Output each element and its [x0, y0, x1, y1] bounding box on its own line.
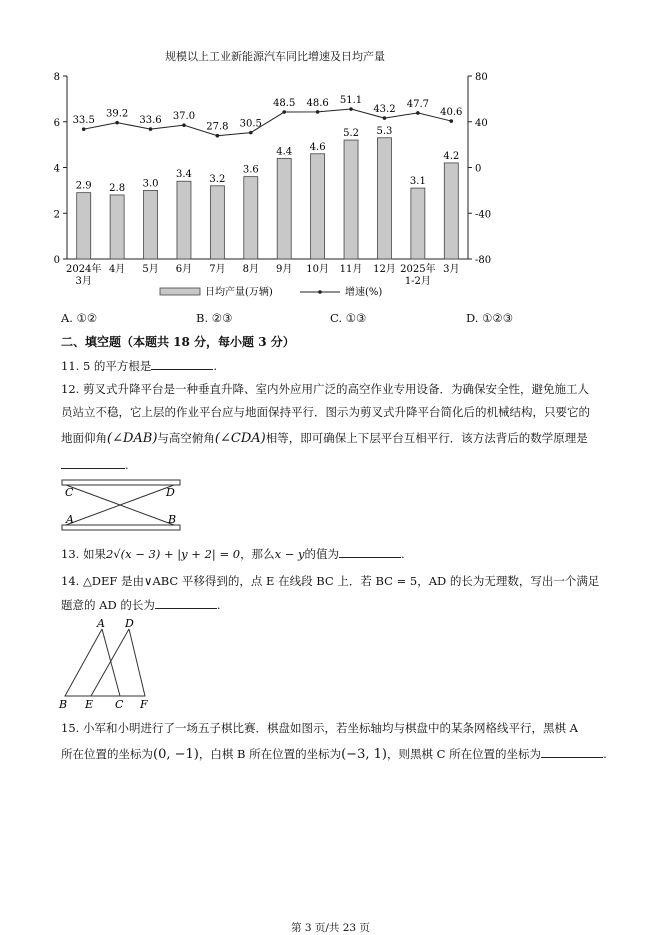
bar [377, 138, 391, 259]
growth-label: 33.5 [72, 115, 95, 127]
x-tick-label: 4月 [108, 264, 126, 275]
x-tick-label: 2024年 [65, 264, 102, 275]
growth-point [149, 127, 153, 131]
bar-label: 3.6 [242, 164, 259, 176]
bar [177, 181, 191, 259]
bar-label: 4.6 [309, 141, 326, 153]
point-a: A [66, 513, 74, 526]
q12-text-b: 与高空俯角 [157, 431, 215, 445]
growth-label: 37.0 [172, 111, 196, 123]
bar [77, 193, 91, 259]
growth-label: 43.2 [373, 104, 396, 116]
q12-blank [61, 468, 125, 469]
growth-label: 47.7 [406, 98, 430, 110]
q12-text-c: 相等，即可确保上下层平台互相平行．该方法背后的数学原理是 [265, 431, 588, 445]
growth-label: 40.6 [440, 107, 463, 119]
right-tick-label: 40 [475, 117, 488, 129]
q12-text-a: 地面仰角 [61, 431, 107, 445]
x-tick-label: 6月 [175, 264, 193, 275]
left-tick-label: 2 [53, 209, 60, 221]
q12-line3 [61, 430, 588, 447]
q15-text-c: ，则黑棋 C 所在位置的坐标为 [386, 747, 542, 761]
q13-mid: ，那么 [240, 547, 275, 561]
growth-label: 48.5 [273, 98, 296, 110]
q13-expr1: 2√(x − 3) [105, 547, 161, 561]
q14-line2: 题意的 AD 的长为 . [61, 598, 221, 612]
option-d: D. ①②③ [466, 311, 514, 325]
q13-expr2: |y + 2| = 0 [177, 547, 241, 561]
q13: 13. 如果2√(x − 3) + |y + 2| = 0，那么x − y的值为 . [61, 547, 405, 561]
section-heading: 二、填空题（本题共 18 分，每小题 3 分） [61, 335, 295, 349]
tri-d: D [125, 617, 134, 630]
q12-line1: 12. 剪叉式升降平台是一种垂直升降、室内外应用广泛的高空作业专用设备．为确保安全性，避免施工人 [61, 382, 589, 396]
growth-point [82, 127, 86, 131]
x-tick-label: 2025年 [400, 264, 436, 275]
translation-figure [56, 616, 166, 711]
bar [344, 140, 358, 259]
tri-c: C [115, 698, 124, 711]
bar [210, 186, 224, 259]
bar-label: 3.4 [176, 169, 192, 181]
legend-line-label: 增速(%) [345, 287, 383, 298]
x-tick-label: 3月 [75, 276, 92, 287]
scissor-lift-figure [58, 478, 188, 538]
bar-label: 2.8 [109, 182, 126, 194]
point-c: C [65, 486, 74, 499]
q12-answer: . [61, 457, 129, 473]
q15-line1: 15. 小军和小明进行了一场五子棋比赛．棋盘如图示，若坐标轴均与棋盘中的某条网格线平行，黑棋 A [61, 721, 578, 735]
q13-post: 的值为 [304, 547, 339, 561]
right-tick-label: -40 [475, 209, 492, 221]
chart [0, 0, 661, 310]
growth-point [449, 119, 453, 123]
bar [144, 190, 158, 259]
chart-title: 规模以上工业新能源汽车同比增速及日均产量 [165, 50, 385, 63]
bar-label: 2.9 [75, 180, 92, 192]
bar-label: 3.0 [142, 178, 159, 190]
page-footer: 第 3 页/共 23 页 [291, 922, 370, 934]
x-tick-label: 7月 [209, 264, 226, 275]
x-tick-label: 5月 [142, 264, 159, 275]
growth-label: 51.1 [339, 95, 363, 107]
q15-text-a: 所在位置的坐标为 [61, 747, 153, 761]
q15-text-b: ，白棋 B 所在位置的坐标为 [198, 747, 342, 761]
growth-point [416, 111, 420, 115]
q13-blank [339, 557, 401, 558]
tri-e: E [85, 698, 94, 711]
q15-blank [541, 757, 603, 758]
bar [311, 154, 325, 259]
growth-point [349, 107, 353, 111]
tri-b: B [59, 698, 68, 711]
legend-bar-label: 日均产量(万辆) [205, 287, 273, 298]
legend-bar-swatch [160, 288, 200, 295]
q14-text: 题意的 AD 的长为 [61, 598, 155, 612]
growth-point [383, 116, 387, 120]
option-a: A. ①② [61, 311, 98, 325]
q14-blank [155, 608, 217, 609]
growth-label: 27.8 [206, 121, 229, 133]
bar [110, 195, 124, 259]
coord-a: (0, −1) [153, 747, 199, 762]
bar-label: 4.2 [443, 150, 460, 162]
bar [244, 177, 258, 259]
legend-line-marker [318, 290, 322, 294]
q14-line1: 14. △DEF 是由∨ABC 平移得到的，点 E 在线段 BC 上．若 BC = 5，AD 的长为无理数，写出一个满足 [61, 574, 600, 588]
growth-point [249, 131, 253, 135]
right-tick-label: -80 [475, 255, 492, 266]
x-tick-label: 3月 [443, 264, 460, 275]
point-b: B [168, 513, 177, 526]
q11-blank [151, 369, 213, 370]
q13-plus: + [160, 547, 178, 561]
left-tick-label: 8 [53, 72, 60, 83]
growth-label: 33.6 [139, 115, 162, 127]
angle-cda: (∠CDA) [214, 431, 266, 446]
point-d: D [166, 486, 175, 499]
bar [277, 158, 291, 259]
bar-label: 3.2 [209, 173, 226, 185]
tri-f: F [140, 698, 148, 711]
left-tick-label: 4 [53, 163, 60, 175]
growth-label: 30.5 [239, 118, 262, 130]
x-tick-label: 12月 [373, 264, 396, 275]
option-c: C. ①③ [330, 311, 367, 325]
x-tick-label: 10月 [306, 264, 329, 275]
bar-label: 5.2 [343, 128, 359, 140]
q13-pre: 13. 如果 [61, 547, 106, 561]
bar-label: 4.4 [276, 146, 293, 158]
growth-point [182, 123, 186, 127]
option-b: B. ②③ [196, 311, 233, 325]
bar [444, 163, 458, 259]
x-tick-label: 9月 [276, 264, 293, 275]
q11-text: 11. 5 的平方根是 [61, 359, 152, 373]
q12-line2: 员站立不稳，它上层的作业平台应与地面保持平行．图示为剪叉式升降平台简化后的机械结构，只要它的 [61, 405, 590, 419]
growth-point [282, 110, 286, 114]
q15-line2: 所在位置的坐标为(0, −1)，白棋 B 所在位置的坐标为(−3, 1)，则黑棋 C 所在位置的坐标为 . [61, 747, 607, 762]
growth-label: 48.6 [306, 97, 329, 109]
growth-point [115, 121, 119, 125]
coord-b: (−3, 1) [341, 747, 387, 762]
growth-point [216, 134, 220, 138]
x-tick-label: 1-2月 [404, 276, 431, 287]
left-tick-label: 6 [53, 117, 60, 129]
growth-label: 39.2 [105, 108, 129, 120]
right-tick-label: 0 [475, 163, 482, 175]
bar-label: 5.3 [376, 125, 393, 137]
left-tick-label: 0 [53, 255, 60, 266]
q13-expr3: x − y [274, 547, 305, 561]
bar-label: 3.1 [409, 176, 426, 188]
q11: 11. 5 的平方根是 . [61, 359, 218, 373]
x-tick-label: 11月 [339, 264, 363, 275]
bar [411, 188, 425, 259]
angle-dab: (∠DAB) [107, 431, 158, 446]
right-tick-label: 80 [475, 72, 488, 83]
growth-point [316, 110, 320, 114]
x-tick-label: 8月 [242, 264, 259, 275]
tri-a: A [97, 617, 105, 630]
